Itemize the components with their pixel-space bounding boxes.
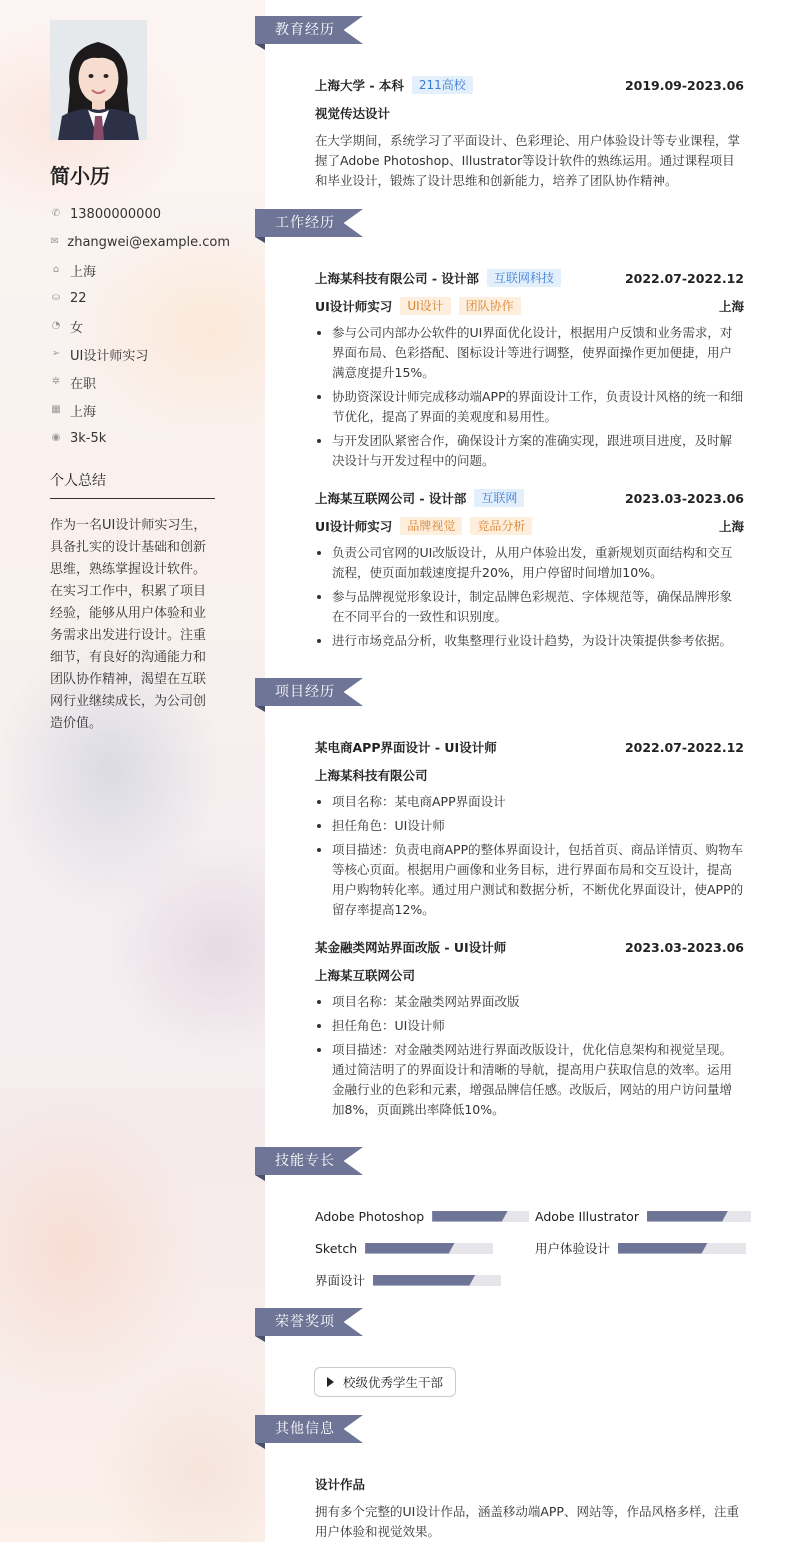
info-text: 3k-5k [70,430,107,446]
skill-tag: 品牌视觉 [400,517,462,535]
project-bullets [315,992,744,1120]
skill-name: Sketch [315,1240,358,1256]
school-tag: 211高校 [412,76,473,94]
work-role-group [315,297,521,315]
school-name: 上海大学 - 本科 [315,78,404,93]
work-bullet: 参与公司内部办公软件的UI界面优化设计，根据用户反馈和业务需求，对界面布局、色彩搭配、图标设计等进行调整，使界面操作更加便捷，用户满意度提升15%。 [315,323,744,383]
contact-info-list [50,200,230,452]
gender-icon: ◔ [51,320,61,331]
company-name: 上海某互联网公司 - 设计部 [315,491,467,506]
work-bullets [315,543,744,651]
section-projects-header [255,678,363,706]
project-date: 2022.07-2022.12 [624,739,744,755]
info-text: 上海 [70,404,97,420]
project-header-row [315,933,744,961]
work-entry [315,264,744,475]
major: 视觉传达设计 [315,106,391,121]
info-row [50,312,230,340]
age-icon: ⛀ [51,292,61,303]
project-company: 上海某互联网公司 [315,968,416,983]
project-company: 上海某科技有限公司 [315,768,428,783]
skill-bar-fill [432,1211,508,1222]
summary-text: 作为一名UI设计师实习生，具备扎实的设计基础和创新思维，熟练掌握设计软件。在实习工作中，积累了项目经验，能够从用户体验和业务需求出发进行设计。注重细节，有良好的沟通能力和团队协作精神，渴望在互联网行业继续成长，为公司创造价值。 [50,518,207,731]
skill-name: Adobe Illustrator [535,1208,639,1224]
role-name: UI设计师实习 [315,299,393,314]
project-name: 某金融类网站界面改版 - UI设计师 [315,940,507,955]
other-entry [315,1470,744,1542]
work-entry [315,484,744,655]
skill-bar [618,1243,746,1254]
info-row [50,256,230,284]
education-desc: 在大学期间，系统学习了平面设计、色彩理论、用户体验设计等专业课程，掌握了Adobe Photoshop、Illustrator等设计软件的熟练运用。通过课程项目和毕业设计，锻炼了设计思维和创新能力，培养了团队协作精神。 [315,133,741,188]
work-bullet: 协助资深设计师完成移动端APP的界面设计工作，负责设计风格的统一和细节优化，提高了界面的美观度和易用性。 [315,387,744,427]
skill-name: 界面设计 [315,1273,366,1288]
project-date: 2023.03-2023.06 [624,939,744,955]
home-icon: ⌂ [52,264,60,275]
info-text: 13800000000 [70,206,161,222]
industry-tag: 互联网科技 [487,269,561,287]
info-text: 上海 [70,264,97,280]
project-name: 某电商APP界面设计 - UI设计师 [315,740,497,755]
award-item-button[interactable] [314,1367,456,1397]
info-text: 22 [70,290,87,306]
work-role-row [315,292,744,320]
section-title: 其他信息 [275,1421,335,1437]
section-title: 项目经历 [275,684,335,700]
project-bullet: 项目描述：负责电商APP的整体界面设计，包括首页、商品详情页、购物车等核心页面。根据用户画像和业务目标，进行界面布局和交互设计，提高用户购物转化率。通过用户测试和数据分析，不断优化界面设计，使APP的留存率提高12%。 [315,840,744,920]
work-role-row [315,512,744,540]
work-city: 上海 [718,519,744,534]
city-icon: ▦ [51,404,61,415]
skill-bar-fill [618,1243,708,1254]
work-date: 2022.07-2022.12 [624,270,744,286]
skill-tag: 竞品分析 [470,517,532,535]
award-label: 校级优秀学生干部 [343,1375,444,1390]
project-header-row [315,733,744,761]
skill-bar [647,1211,751,1222]
skill-item [315,1208,529,1224]
industry-tag: 互联网 [474,489,524,507]
skill-item [315,1240,493,1256]
info-text: 女 [70,320,84,336]
work-header-row [315,484,744,512]
work-city: 上海 [718,299,744,314]
skill-item [535,1240,746,1256]
work-bullets [315,323,744,471]
project-bullet: 担任角色：UI设计师 [315,1016,744,1036]
education-date: 2019.09-2023.06 [624,77,744,93]
salary-icon: ◉ [51,432,61,443]
section-title: 技能专长 [275,1153,335,1169]
section-skills-header [255,1147,363,1175]
work-date: 2023.03-2023.06 [624,490,744,506]
info-text: UI设计师实习 [70,348,149,364]
skill-name: 用户体验设计 [535,1241,611,1256]
project-bullet: 项目名称：某电商APP界面设计 [315,792,744,812]
info-row [50,200,230,228]
work-bullet: 负责公司官网的UI改版设计，从用户体验出发，重新规划页面结构和交互流程，使页面加载速度提升20%，用户停留时间增加10%。 [315,543,744,583]
project-entry [315,733,744,924]
other-subtitle: 设计作品 [315,1477,366,1492]
project-bullets [315,792,744,920]
skill-bar [365,1243,493,1254]
section-work-header [255,209,363,237]
resume-name: 简小历 [50,164,110,188]
skill-tag: 团队协作 [459,297,521,315]
project-company-row [315,761,744,789]
project-company-row [315,961,744,989]
education-entry [315,71,744,191]
info-row [50,424,230,452]
info-row [50,368,230,396]
project-bullet: 项目名称：某金融类网站界面改版 [315,992,744,1012]
section-awards-header [255,1308,363,1336]
info-row [50,228,230,256]
summary-title: 个人总结 [50,470,215,499]
work-company-group [315,269,561,287]
skill-bar-fill [365,1243,455,1254]
skill-bar [432,1211,529,1222]
email-icon: ✉ [50,236,59,247]
skill-name: Adobe Photoshop [315,1208,425,1224]
skill-item [535,1208,751,1224]
section-education-header [255,16,363,44]
project-bullet: 担任角色：UI设计师 [315,816,744,836]
info-row [50,340,230,368]
work-company-group [315,489,524,507]
avatar [50,20,147,140]
work-bullet: 进行市场竞品分析，收集整理行业设计趋势，为设计决策提供参考依据。 [315,631,744,651]
work-bullet: 参与品牌视觉形象设计，制定品牌色彩规范、字体规范等，确保品牌形象在不同平台的一致性和识别度。 [315,587,744,627]
phone-icon: ✆ [51,208,61,219]
skill-tag: UI设计 [400,297,450,315]
sidebar [0,0,265,1542]
work-header-row [315,264,744,292]
skill-item [315,1272,501,1288]
info-row [50,396,230,424]
info-row [50,284,230,312]
role-name: UI设计师实习 [315,519,393,534]
work-bullet: 与开发团队紧密合作，确保设计方案的准确实现，跟进项目进度，及时解决设计与开发过程中的问题。 [315,431,744,471]
play-icon [327,1377,334,1387]
section-other-header [255,1415,363,1443]
info-text: 在职 [70,376,97,392]
avatar-portrait [50,20,147,140]
main-content [265,0,794,1542]
skill-bar-fill [647,1211,728,1222]
project-bullet: 项目描述：对金融类网站进行界面改版设计，优化信息架构和视觉呈现。通过简洁明了的界面设计和清晰的导航，提高用户获取信息的效率。运用金融行业的色彩和元素，增强品牌信任感。改版后，网站的用户访问量增加8%，页面跳出率降低10%。 [315,1040,744,1120]
section-title: 荣誉奖项 [275,1314,335,1330]
project-entry [315,933,744,1124]
section-title: 工作经历 [275,215,335,231]
section-title: 教育经历 [275,22,335,38]
job-intent-icon: ➢ [51,348,61,359]
info-text: zhangwei@example.com [67,234,230,250]
status-icon: ✲ [51,376,61,387]
skill-bar [373,1275,501,1286]
work-role-group [315,517,532,535]
other-desc: 拥有多个完整的UI设计作品，涵盖移动端APP、网站等，作品风格多样，注重用户体验和视觉效果。 [315,1504,739,1539]
skill-bar-fill [373,1275,475,1286]
company-name: 上海某科技有限公司 - 设计部 [315,271,479,286]
